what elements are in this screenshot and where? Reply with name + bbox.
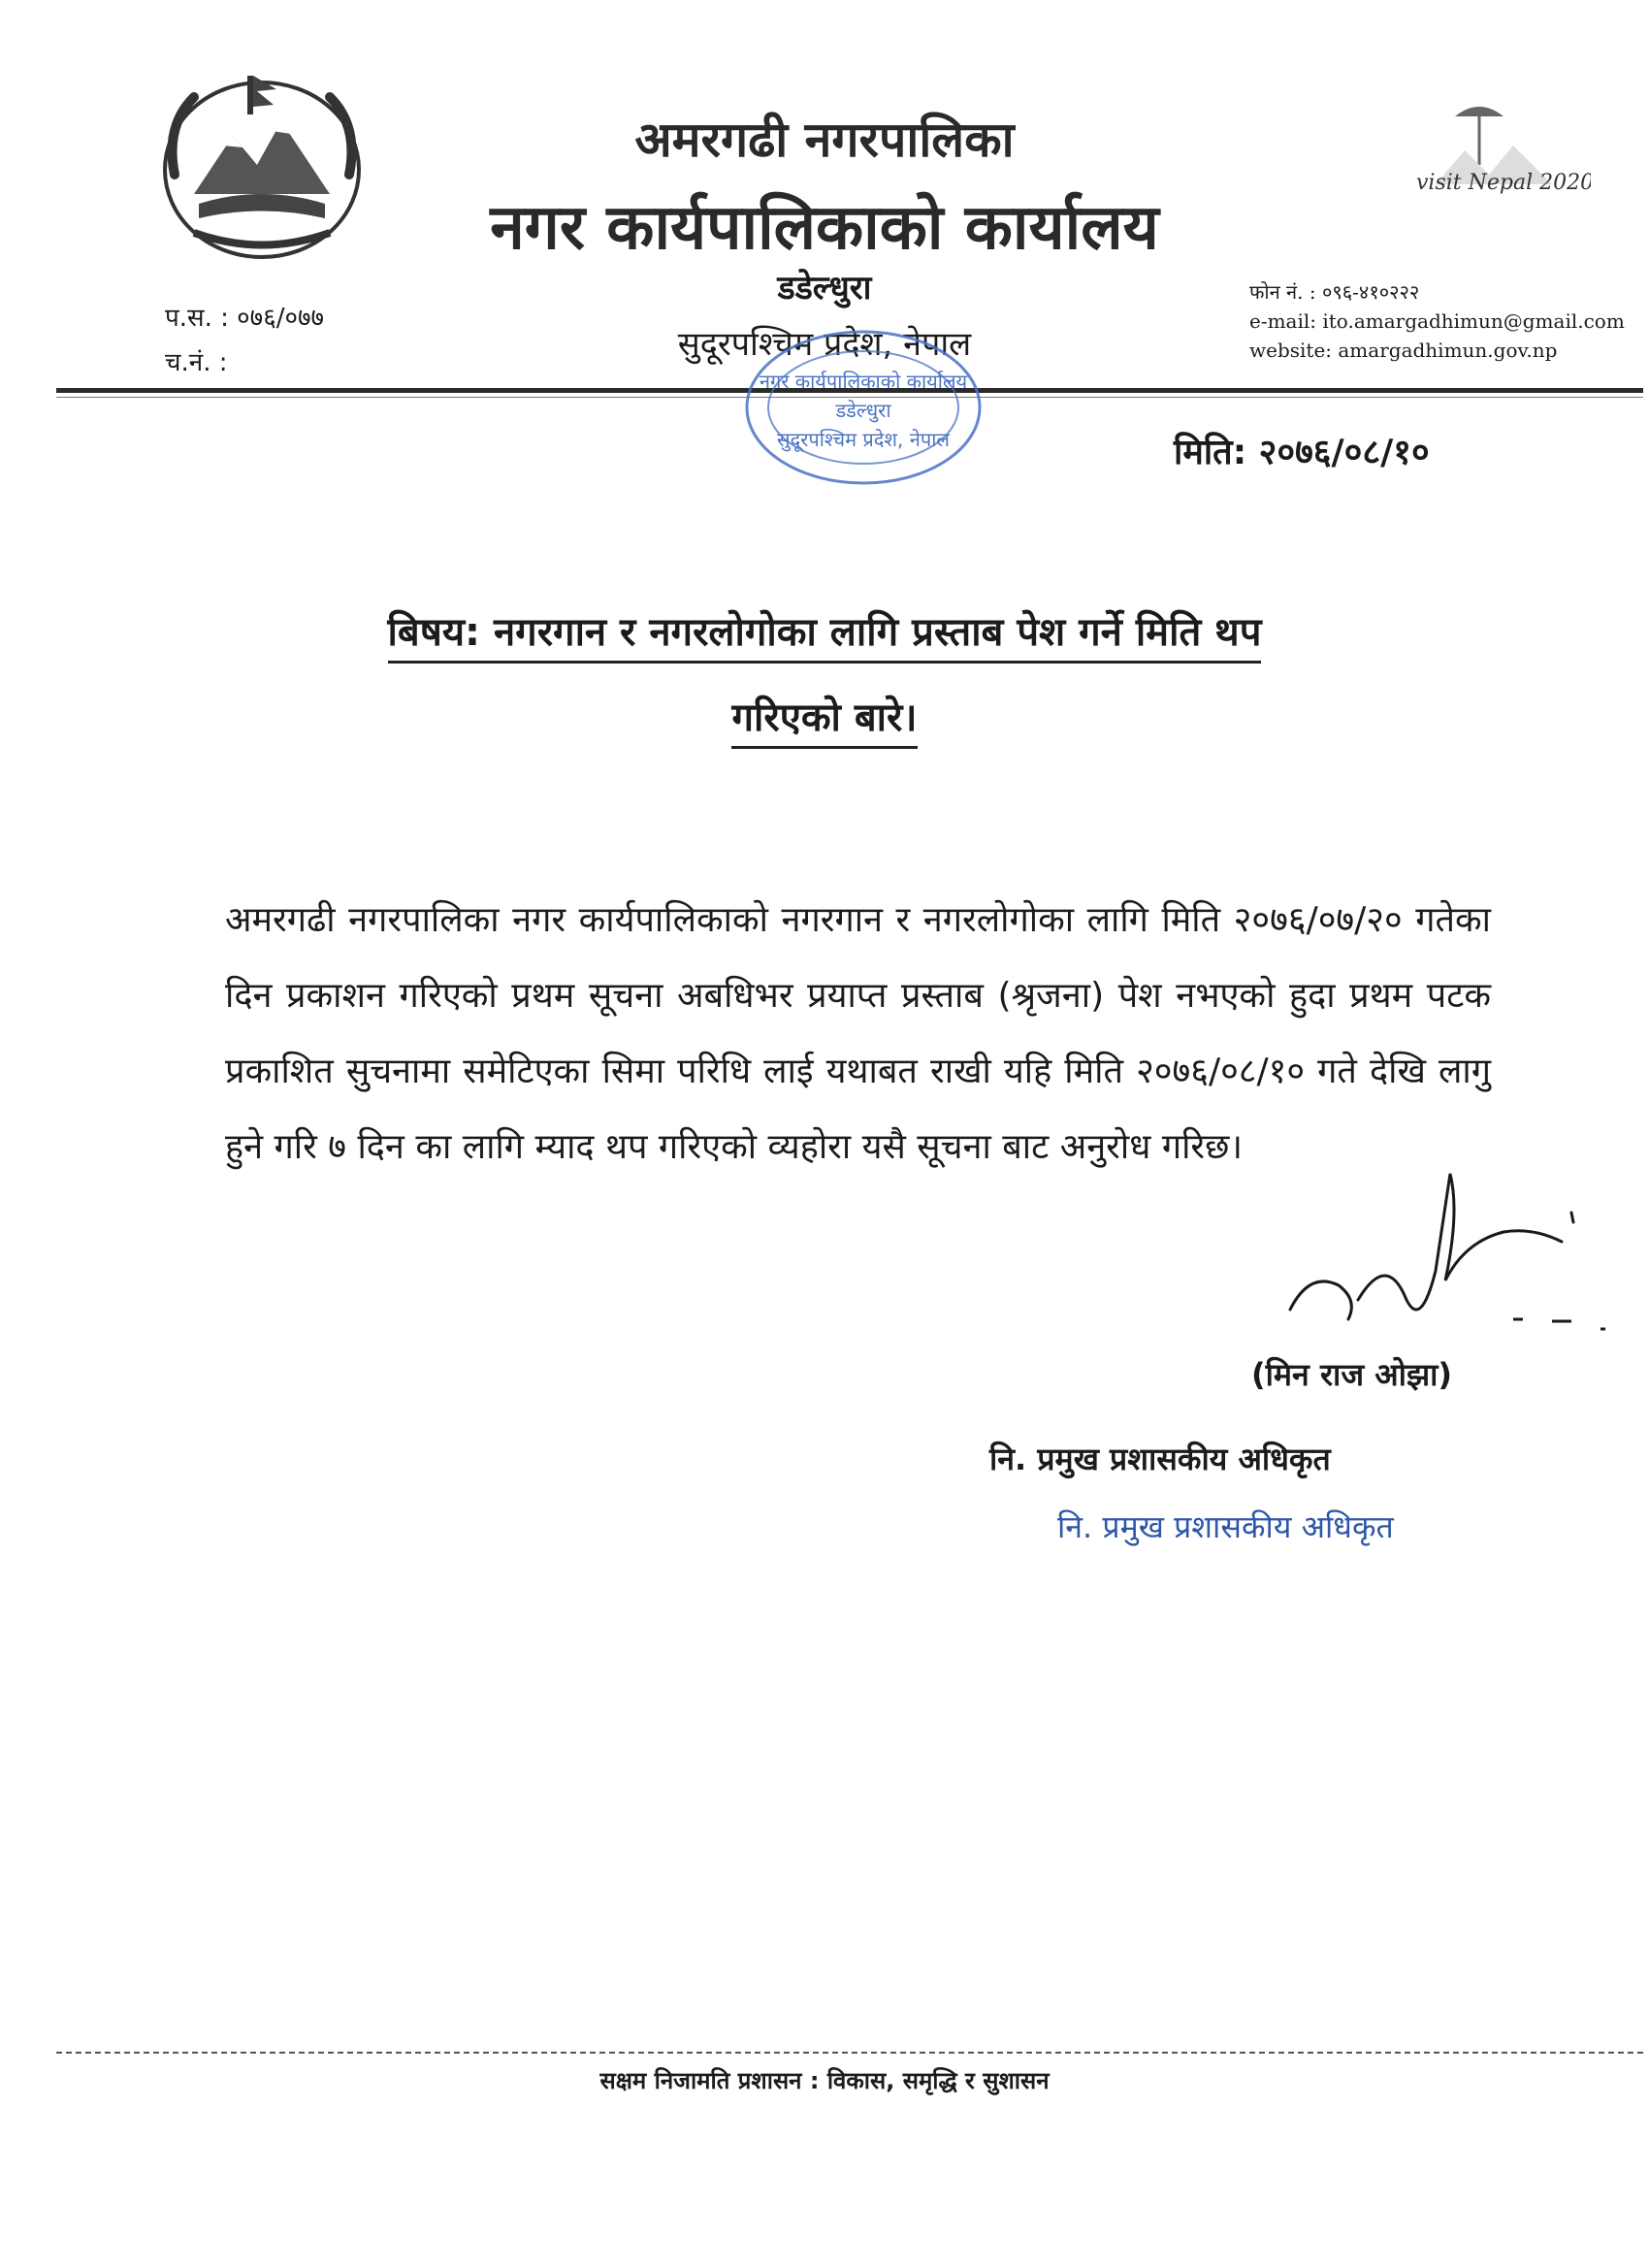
letter-date: मिति: २०७६/०८/१० xyxy=(1174,433,1430,472)
province-name: सुदूरपश्चिम प्रदेश, नेपाल xyxy=(677,325,972,364)
reference-number: प.स. : ०७६/०७७ xyxy=(165,304,325,333)
footer-motto: सक्षम निजामति प्रशासन : विकास, समृद्धि र सुशासन xyxy=(599,2067,1050,2094)
signature-icon xyxy=(1280,1154,1649,1348)
phone-number: फोन नं. : ०९६-४१०२२२ xyxy=(1249,280,1420,304)
visit-nepal-logo xyxy=(1397,97,1591,223)
signatory-name: (मिन राज ओझा) xyxy=(1251,1356,1453,1393)
footer-divider xyxy=(56,2052,1643,2054)
municipality-name: अमरगढी नगरपालिका xyxy=(634,112,1015,168)
stamp-line-1: नगर कार्यपालिकाको कार्यालय xyxy=(759,370,968,393)
dispatch-number: च.नं. : xyxy=(165,348,228,377)
subject-text-2: गरिएको बारे। xyxy=(731,696,917,749)
reference-block xyxy=(165,296,324,385)
office-stamp xyxy=(737,320,989,495)
visit-nepal-text: visit Nepal 2020 xyxy=(1416,171,1591,195)
umbrella-icon xyxy=(1397,97,1591,223)
letter-body: अमरगढी नगरपालिका नगर कार्यपालिकाको नगरगान र नगरलोगोका लागि मिति २०७६/०७/२० गतेका दिन प्रकाशन गरिएको प्रथम सूचना अबधिभर प्रयाप्त प्रस्ताब (श्रृजना) पेश नभएको हुदा प्रथम पटक प्रकाशित सुचनामा समेटिएका सिमा परिधि लाई यथाबत राखी यहि मिति २०७६/०८/१० गते देखि लागु हुने गरि ७ दिन का लागि म्याद थप गरिएको व्यहोरा यसै सूचना बाट अनुरोध गरिछ। xyxy=(225,900,1491,1167)
website-address: website: amargadhimun.gov.np xyxy=(1249,339,1558,362)
signatory-title: नि. प्रमुख प्रशासकीय अधिकृत xyxy=(989,1441,1331,1477)
email-address: e-mail: ito.amargadhimun@gmail.com xyxy=(1249,309,1625,333)
stamp-line-3: सुदूरपश्चिम प्रदेश, नेपाल xyxy=(777,428,950,451)
stamp-line-2: डडेल्धुरा xyxy=(835,399,891,422)
contact-block xyxy=(1249,277,1625,365)
signatory-stamp-title: नि. प्रमुख प्रशासकीय अधिकृत xyxy=(1057,1508,1394,1545)
subject-line-1 xyxy=(0,603,1649,657)
office-name: नगर कार्यपालिकाको कार्यालय xyxy=(490,192,1159,264)
subject-line-2 xyxy=(0,689,1649,742)
district-name: डडेल्धुरा xyxy=(777,269,872,308)
subject-text-1: बिषय: नगरगान र नगरलोगोका लागि प्रस्ताब पेश गर्ने मिति थप xyxy=(388,610,1262,664)
